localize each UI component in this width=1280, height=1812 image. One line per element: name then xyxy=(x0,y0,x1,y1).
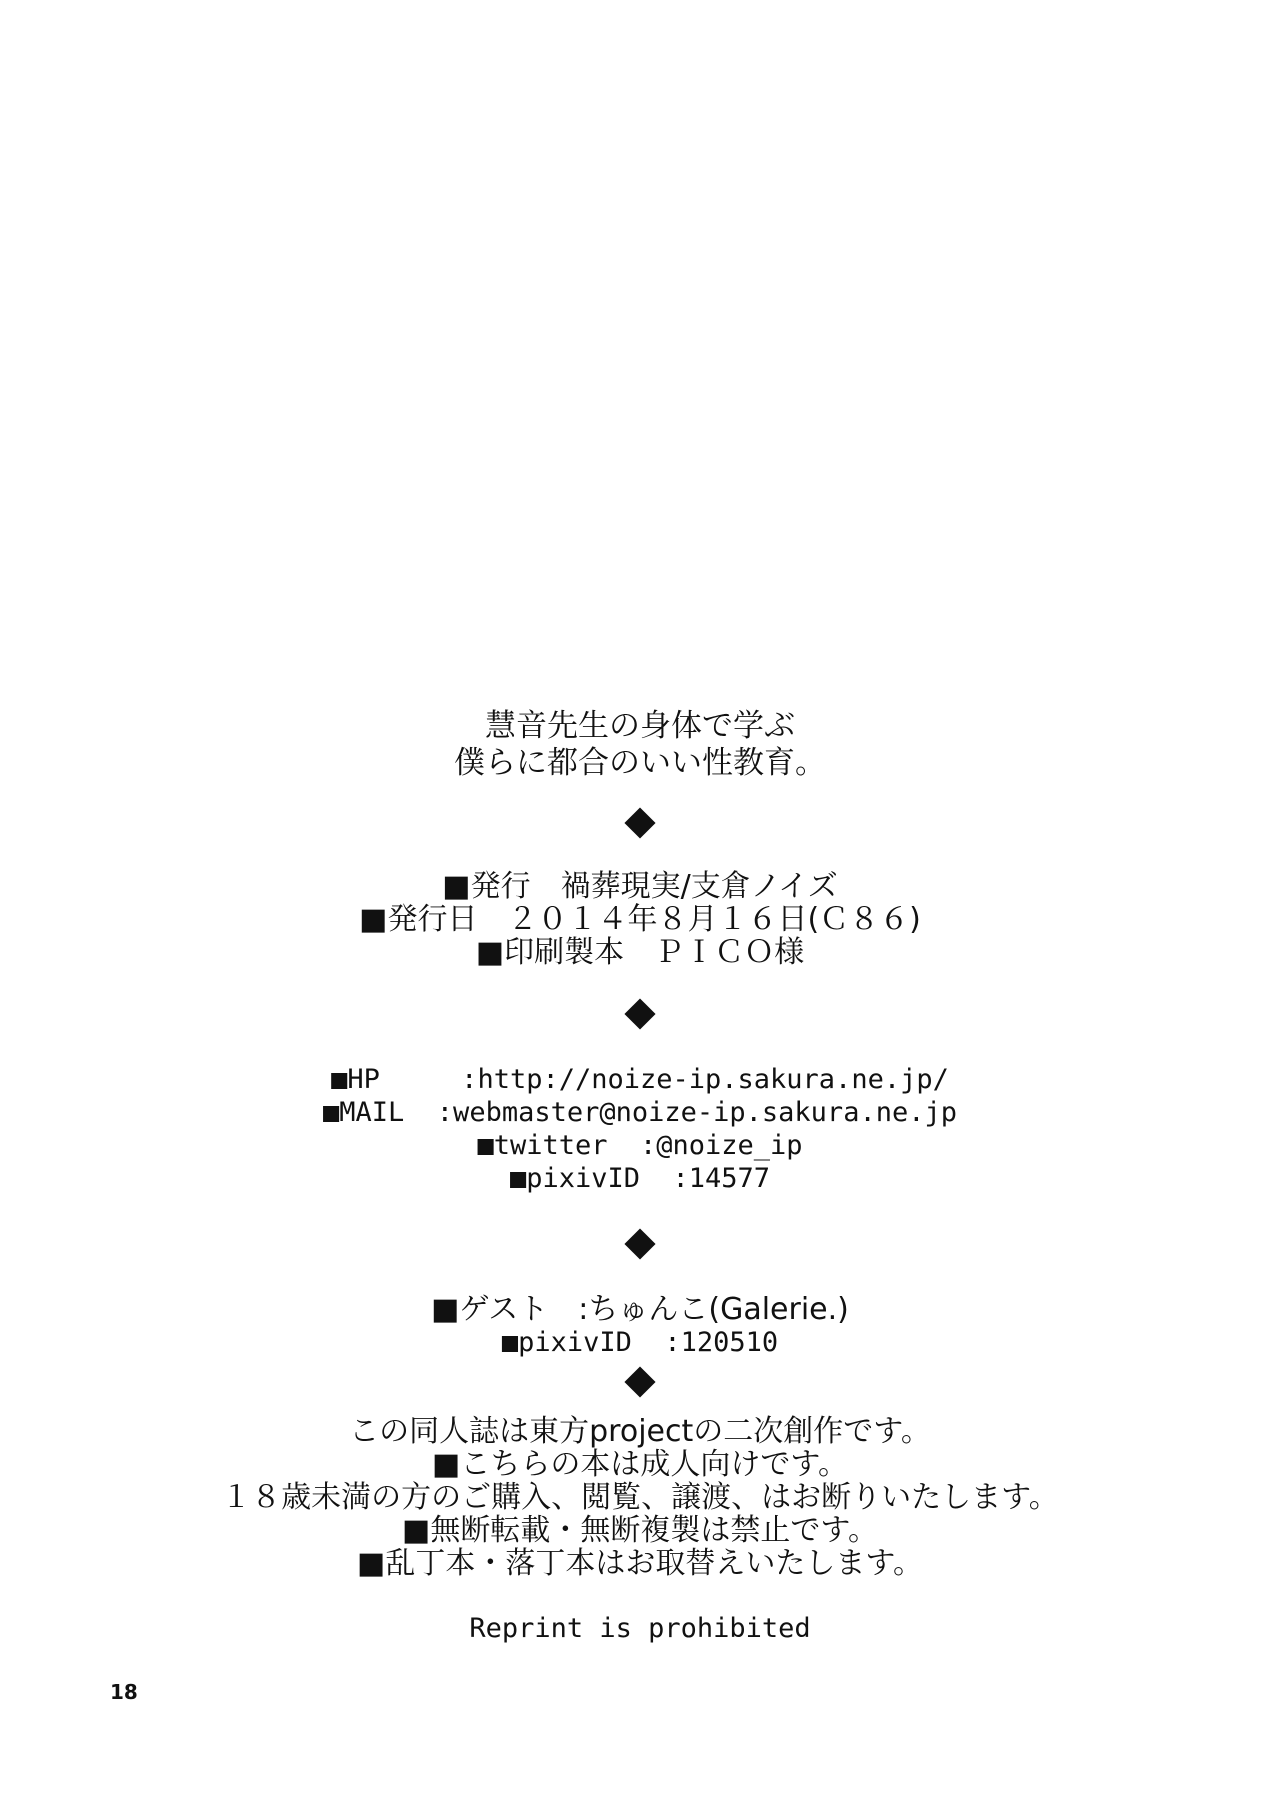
mail-line: ■MAIL :webmaster@noize-ip.sakura.ne.jp xyxy=(323,1097,957,1128)
guest-pixiv-line: ■pixivID :120510 xyxy=(501,1327,779,1358)
diamond-separator-icon xyxy=(624,807,655,838)
notice-line-3: １８歳未満の方のご購入、閲覧、譲渡、はお断りいたします。 xyxy=(221,1480,1059,1515)
twitter-line: ■twitter :@noize_ip xyxy=(477,1130,803,1161)
book-title xyxy=(0,708,1280,782)
notice-block xyxy=(0,1415,1280,1580)
publication-info xyxy=(0,870,1280,969)
page-number: 18 xyxy=(110,1680,138,1704)
publisher-line: ■発行 禍葬現実/支倉ノイズ xyxy=(442,869,838,904)
publish-date-line: ■発行日 ２０１４年８月１６日(Ｃ８６) xyxy=(359,902,921,937)
pixiv-line: ■pixivID :14577 xyxy=(509,1163,771,1194)
homepage-line: ■HP :http://noize-ip.sakura.ne.jp/ xyxy=(331,1064,949,1095)
guest-info xyxy=(0,1293,1280,1359)
guest-line: ■ゲスト :ちゅんこ(Galerie.) xyxy=(431,1292,849,1327)
notice-line-1: この同人誌は東方projectの二次創作です。 xyxy=(349,1414,931,1449)
reprint-notice: Reprint is prohibited xyxy=(469,1613,811,1644)
contact-info xyxy=(0,1063,1280,1195)
title-line-2: 僕らに都合のいい性教育。 xyxy=(454,745,826,781)
diamond-separator-icon xyxy=(624,1228,655,1259)
diamond-separator-icon xyxy=(624,998,655,1029)
colophon xyxy=(0,708,1280,1645)
printer-line: ■印刷製本 ＰＩＣＯ様 xyxy=(475,935,805,970)
title-line-1: 慧音先生の身体で学ぶ xyxy=(485,708,795,744)
diamond-separator-icon xyxy=(624,1366,655,1397)
notice-line-4: ■無断転載・無断複製は禁止です。 xyxy=(402,1513,878,1548)
notice-line-2: ■こちらの本は成人向けです。 xyxy=(432,1447,848,1482)
notice-line-5: ■乱丁本・落丁本はお取替えいたします。 xyxy=(357,1546,923,1581)
